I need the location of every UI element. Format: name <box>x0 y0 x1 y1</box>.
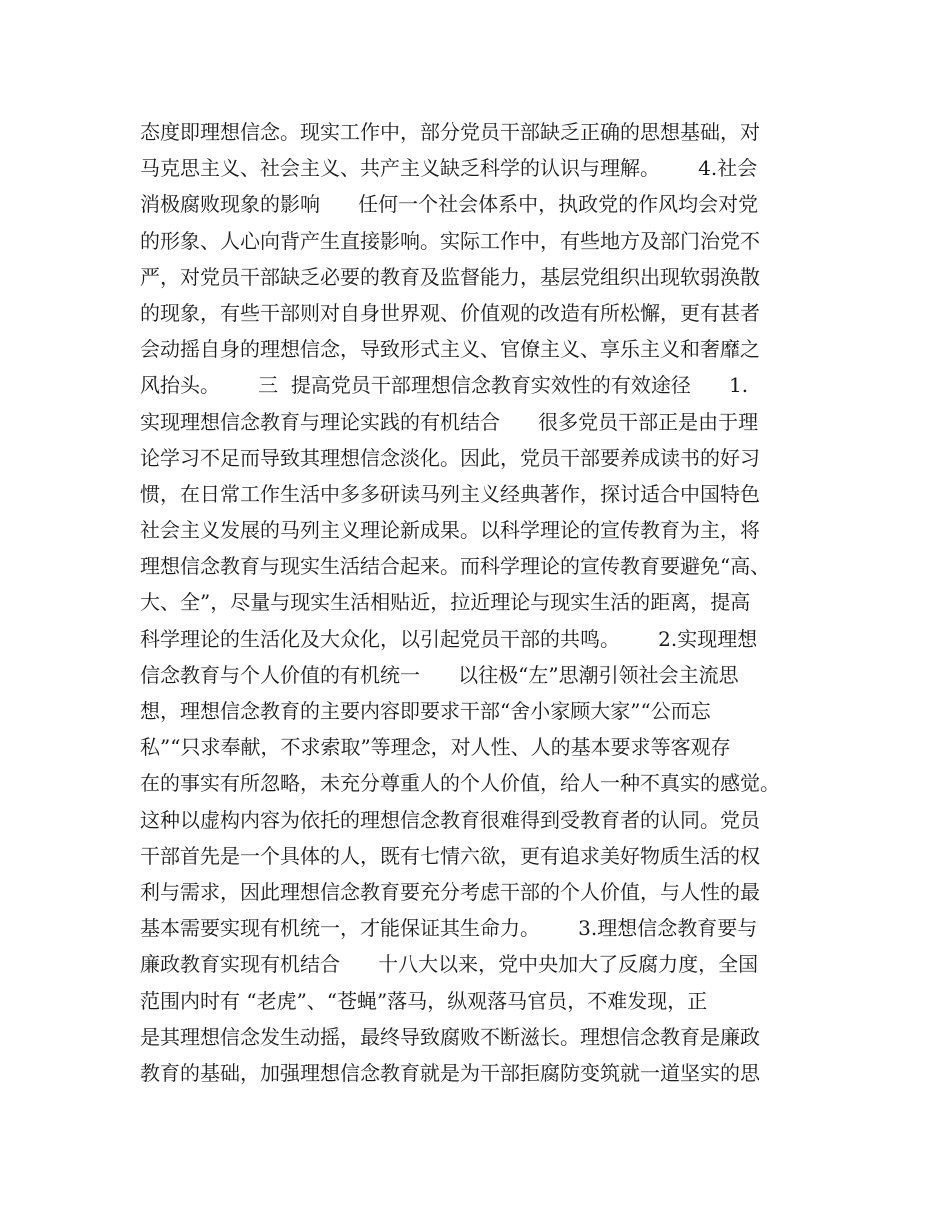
text-line: 大、全”，尽量与现实生活相贴近，拉近理论与现实生活的距离，提高 <box>140 590 751 615</box>
text-line: 这种以虚构内容为依托的理想信念教育很难得到受教育者的认同。党员 <box>140 807 760 832</box>
text-line: 私”“只求奉献，不求索取”等理念，对人性、人的基本要求等客观存 <box>140 735 731 760</box>
text-line: 理想信念教育与现实生活结合起来。而科学理论的宣传教育要避免“高、 <box>140 554 771 579</box>
text-line: 态度即理想信念。现实工作中，部分党员干部缺乏正确的思想基础，对 <box>140 120 760 144</box>
text-line: 廉政教育实现有机结合 十八大以来，党中央加大了反腐力度，全国 <box>140 952 759 977</box>
text-line: 消极腐败现象的影响 任何一个社会体系中，执政党的作风均会对党 <box>140 192 759 217</box>
text-line: 范围内时有 “老虎”、“苍蝇”落马，纵观落马官员，不难发现，正 <box>140 988 708 1013</box>
text-line: 社会主义发展的马列主义理论新成果。以科学理论的宣传教育为主，将 <box>140 518 760 543</box>
text-line: 干部首先是一个具体的人，既有七情六欲，更有追求美好物质生活的权 <box>140 843 760 868</box>
text-line: 论学习不足而导致其理想信念淡化。因此，党员干部要养成读书的好习 <box>140 445 760 470</box>
text-line: 风抬头。 三 提高党员干部理想信念教育实效性的有效途径 1. <box>140 373 749 398</box>
text-line: 科学理论的生活化及大众化，以引起党员干部的共鸣。 2.实现理想 <box>140 626 758 651</box>
text-line: 马克思主义、社会主义、共产主义缺乏科学的认识与理解。 4.社会 <box>140 156 758 181</box>
text-line: 信念教育与个人价值的有机统一 以往极“左”思潮引领社会主流思 <box>140 662 739 687</box>
text-line: 利与需求，因此理想信念教育要充分考虑干部的个人价值，与人性的最 <box>140 879 760 904</box>
text-line: 教育的基础，加强理想信念教育就是为干部拒腐防变筑就一道坚实的思 <box>140 1060 760 1085</box>
text-line: 基本需要实现有机统一，才能保证其生命力。 3.理想信念教育要与 <box>140 916 758 941</box>
text-line: 想，理想信念教育的主要内容即要求干部“舍小家顾大家”“公而忘 <box>140 699 711 723</box>
text-line: 严，对党员干部缺乏必要的教育及监督能力，基层党组织出现软弱涣散 <box>140 264 760 289</box>
text-line: 会动摇自身的理想信念，导致形式主义、官僚主义、享乐主义和奢靡之 <box>140 337 760 362</box>
text-line: 在的事实有所忽略，未充分尊重人的个人价值，给人一种不真实的感觉。 <box>140 771 780 796</box>
text-line: 的现象，有些干部则对自身世界观、价值观的改造有所松懈，更有甚者 <box>140 300 760 325</box>
text-line: 惯，在日常工作生活中多多研读马列主义经典著作，探讨适合中国特色 <box>140 481 760 506</box>
text-line: 的形象、人心向背产生直接影响。实际工作中，有些地方及部门治党不 <box>140 228 760 253</box>
text-line: 是其理想信念发生动摇，最终导致腐败不断滋长。理想信念教育是廉政 <box>140 1024 760 1049</box>
text-line: 实现理想信念教育与理论实践的有机结合 很多党员干部正是由于理 <box>140 409 759 434</box>
body-text <box>140 114 830 1091</box>
